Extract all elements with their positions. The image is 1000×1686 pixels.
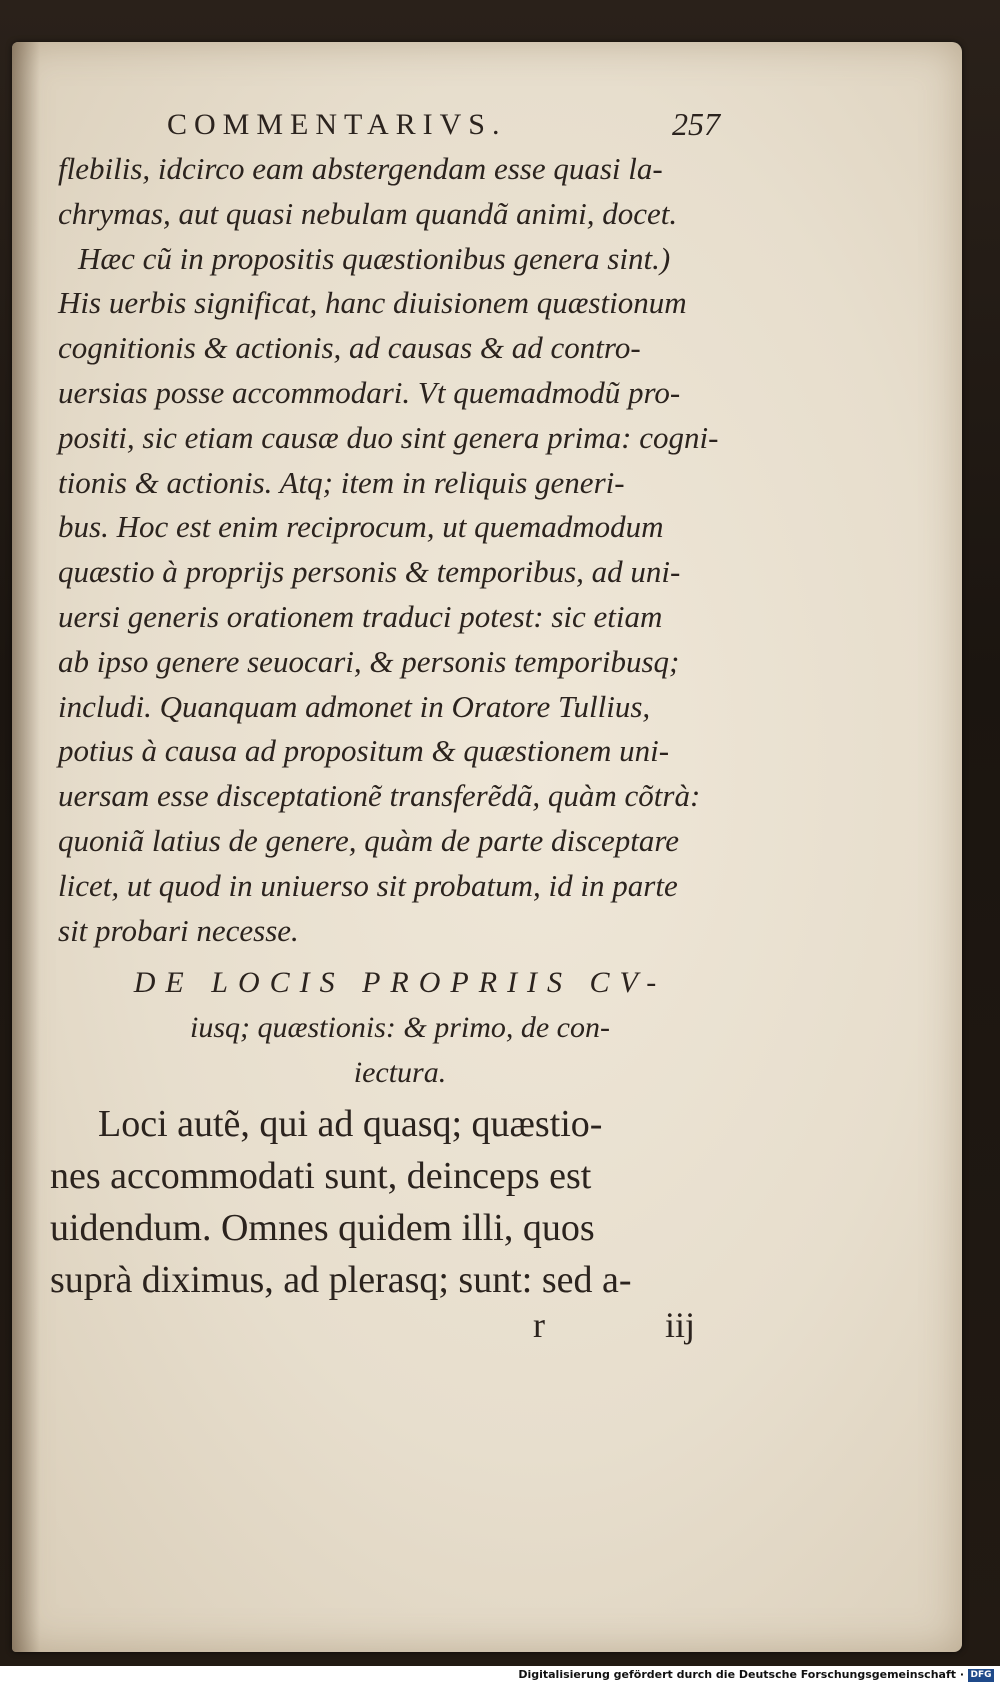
- text-line: quoniã latius de genere, quàm de parte disceptare: [58, 822, 680, 858]
- text-line: cognitionis & actionis, ad causas & ad contro-: [58, 330, 641, 366]
- italic-commentary-text: [58, 147, 728, 953]
- text-line: positi, sic etiam causæ duo sint genera prima: cogni-: [58, 419, 719, 455]
- text-line: suprà diximus, ad plerasq; sunt: sed a-: [50, 1259, 632, 1301]
- text-line: Loci autẽ, qui ad quasq; quæstio-: [98, 1103, 603, 1145]
- text-line: ab ipso genere seuocari, & personis temporibusq;: [58, 643, 680, 679]
- signature-letter: r: [533, 1305, 545, 1345]
- page-number: 257: [672, 106, 720, 142]
- text-line: nes accommodati sunt, deinceps est: [50, 1155, 592, 1197]
- digitization-footer: [0, 1666, 1000, 1686]
- signature-number: iij: [665, 1305, 696, 1345]
- spine-shadow: [12, 42, 40, 1652]
- text-line: quæstio à proprijs personis & temporibus, ad uni-: [58, 554, 681, 590]
- text-line: licet, ut quod in uniuerso sit probatum, id in parte: [58, 867, 678, 903]
- dfg-logo: DFG: [968, 1669, 994, 1682]
- section-heading: [60, 960, 740, 1094]
- text-line: tionis & actionis. Atq; item in reliquis generi-: [58, 464, 625, 500]
- running-head: [0, 108, 1000, 148]
- heading-line: iectura.: [353, 1055, 447, 1089]
- text-line: sit probari necesse.: [58, 912, 299, 948]
- heading-line: DE LOCIS PROPRIIS CV-: [133, 966, 667, 999]
- roman-main-text: [50, 1098, 730, 1306]
- text-line: His uerbis significat, hanc diuisionem quæstionum: [58, 285, 687, 321]
- text-line: includi. Quanquam admonet in Oratore Tullius,: [58, 688, 651, 724]
- heading-line: iusq; quæstionis: & primo, de con-: [190, 1010, 610, 1044]
- text-line: uersias posse accommodari. Vt quemadmodũ pro-: [58, 374, 681, 410]
- text-line: Hæc cũ in propositis quæstionibus genera sint.): [78, 240, 671, 276]
- text-line: uersi generis orationem traduci potest: sic etiam: [58, 598, 663, 634]
- text-line: potius à causa ad propositum & quæstionem uni-: [58, 733, 670, 769]
- running-title: COMMENTARIVS.: [167, 108, 507, 141]
- text-line: uersam esse disceptationẽ transferẽdã, quàm cõtrà:: [58, 778, 701, 814]
- text-line: uidendum. Omnes quidem illi, quos: [50, 1207, 595, 1249]
- text-line: chrymas, aut quasi nebulam quandã animi, docet.: [58, 195, 678, 231]
- footer-credit: Digitalisierung gefördert durch die Deutsche Forschungsgemeinschaft ·: [518, 1668, 964, 1681]
- text-line: bus. Hoc est enim reciprocum, ut quemadmodum: [58, 509, 664, 545]
- text-line: flebilis, idcirco eam abstergendam esse quasi la-: [58, 151, 663, 186]
- signature-mark: [0, 1304, 1000, 1350]
